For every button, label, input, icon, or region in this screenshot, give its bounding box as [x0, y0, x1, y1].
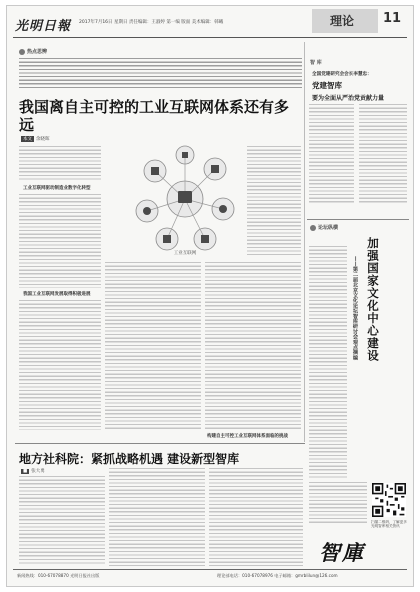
masthead: 光明日報 [15, 19, 72, 34]
right-second-kicker: 论坛纵横 [310, 224, 338, 231]
right-subtitle: 全国党建研究会会长李慧忠： [312, 72, 372, 77]
vertical-title: 加强国家文化中心建设 [366, 237, 380, 362]
footer-left: 新闻热线：010-67078870 光明日报社出版 [17, 573, 100, 578]
vertical-subtitle: ——第二届北京文化论坛智库研讨会观点摘编 [352, 256, 358, 360]
footer-rule [13, 569, 407, 570]
page-number: 11 [383, 11, 402, 26]
bottom-col3-text [209, 468, 303, 566]
illustration-label: 工业互联网 [173, 251, 197, 256]
main-col2-text [105, 262, 201, 430]
main-subhead-2: 我国工业互联网发展取得积极进展 [23, 292, 91, 297]
right-text-c [309, 246, 347, 478]
qr-code [372, 483, 406, 517]
footer-right: 理论部电话：010-67078976 电子邮箱：gmrblilun@126.com [217, 573, 338, 578]
byline-badge: ■ [23, 469, 28, 474]
section-label: 理论 [330, 14, 355, 28]
section-tab [312, 9, 378, 33]
header-rule [13, 37, 407, 38]
main-col1-text-b [19, 194, 101, 288]
right-title: 党建智库 [312, 81, 342, 90]
bottom-title: 地方社科院：紧抓战略机遇 建设新型智库 [19, 452, 240, 466]
main-col1-text-c [19, 300, 101, 430]
article-divider [15, 443, 305, 444]
right-kicker: 智 库 [310, 60, 322, 66]
right-text-a [309, 104, 354, 204]
kicker-badge-icon [310, 225, 316, 231]
main-col3-text [205, 262, 301, 430]
right-deck: 要为全面从严治党贡献力量 [312, 95, 385, 102]
right-text-b [359, 104, 407, 204]
main-subhead-3: 构建自主可控工业互联网体系面临的挑战 [207, 434, 288, 439]
brand-calligraphy-mark: 智庫 [319, 540, 365, 565]
main-title: 我国离自主可控的工业互联网体系还有多远 [19, 98, 290, 134]
main-byline: 本文 余晓晖 [23, 137, 50, 142]
main-subhead-1: 工业互联网驱动制造业数字化转型 [23, 186, 91, 191]
bottom-col1-text [19, 476, 105, 566]
column-divider [304, 42, 305, 442]
qr-caption: 扫描二维码，了解更多光明智库相关资讯 [371, 520, 407, 529]
newspaper-page [6, 5, 414, 587]
header-meta: 2017年7月16日 星期日 责任编辑：王淑婷 第一编 版面 美术编辑：韩曦 [79, 20, 224, 25]
main-col1-text-a [19, 146, 101, 182]
bottom-col2-text [109, 468, 205, 566]
bottom-byline: ■ 张大勇 [23, 469, 45, 474]
right-text-d [309, 482, 367, 524]
right-divider [307, 219, 409, 220]
kicker-badge-icon [19, 49, 25, 55]
editor-note [19, 58, 302, 88]
main-kicker: 热点思辨 [19, 48, 47, 55]
industrial-internet-illustration [125, 141, 245, 259]
main-col4-top [247, 146, 301, 256]
